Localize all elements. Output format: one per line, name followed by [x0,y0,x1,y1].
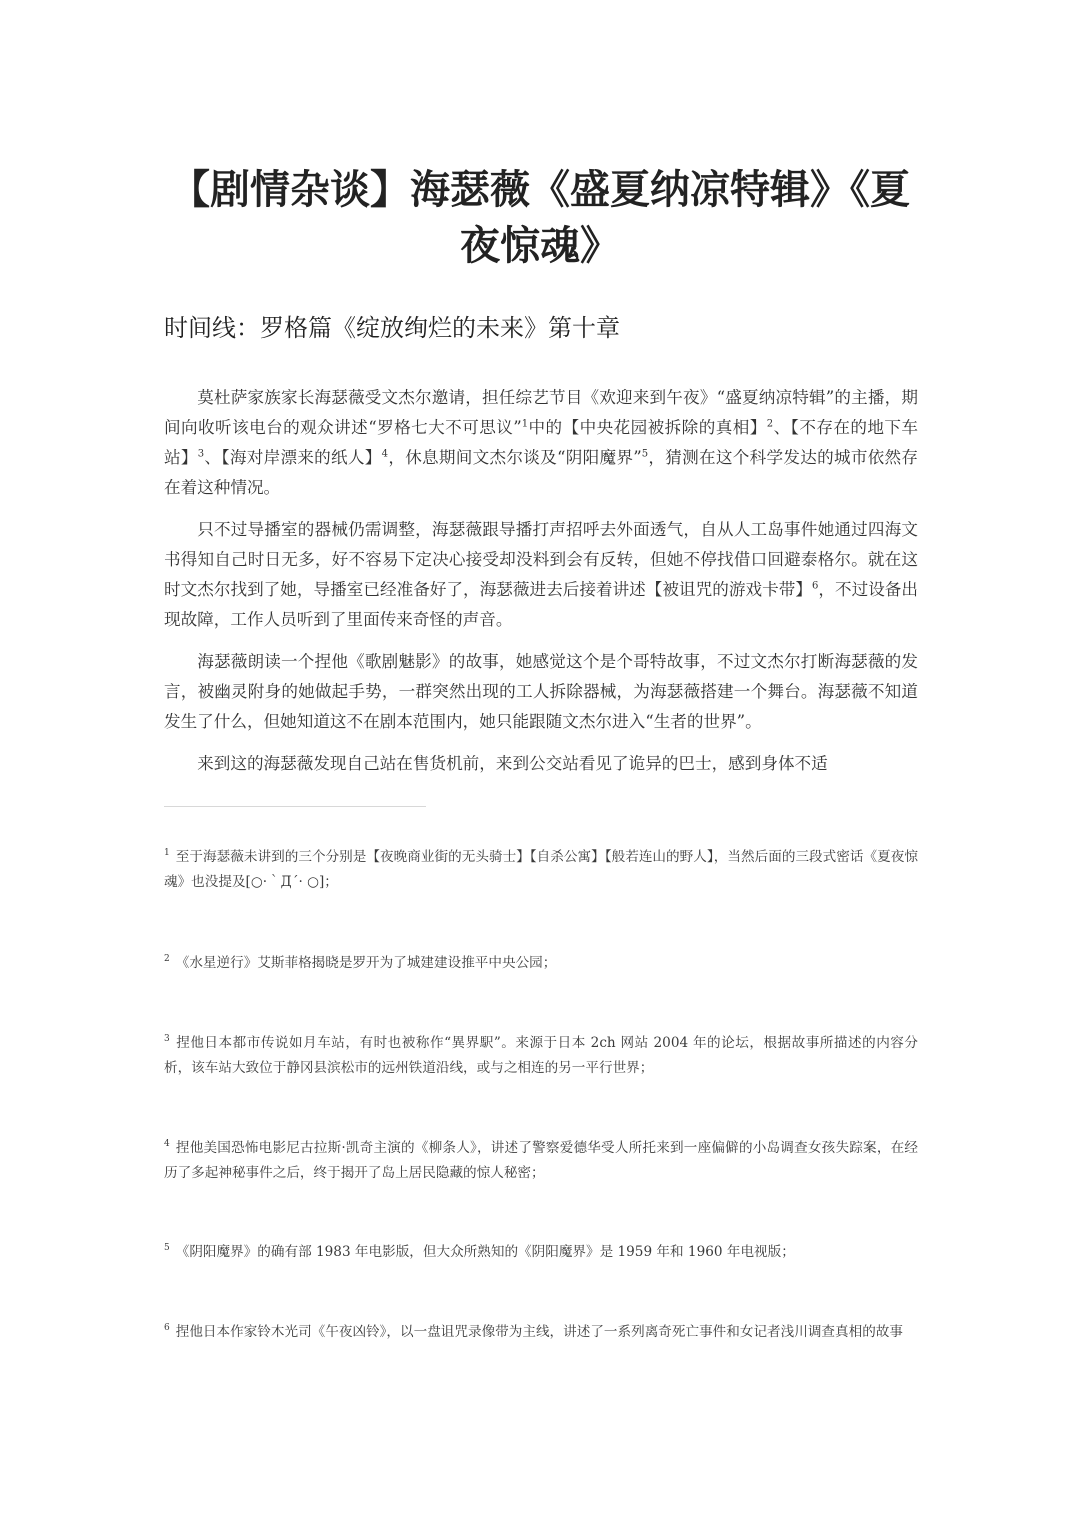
footnote-text: 捏他日本作家铃木光司《午夜凶铃》，以一盘诅咒录像带为主线，讲述了一系列离奇死亡事件和女记者浅川调查真相的故事 [175,1324,903,1340]
footnote-ref-3[interactable]: 3 [197,448,205,460]
paragraph-1-text-c: 、【不存在的地下车站】 [164,418,919,467]
footnote-4 [164,1136,918,1186]
footnote-ref-6[interactable]: 6 [811,580,819,592]
footnote-number: 6 [164,1323,170,1334]
paragraph-2-text-a: 只不过导播室的器械仍需调整，海瑟薇跟导播打声招呼去外面透气，自从人工岛事件她通过四海文书得知自己时日无多，好不容易下定决心接受却没料到会有反转，但她不停找借口回避泰格尔。就在这时文杰尔找到了她，导播室已经准备好了，海瑟薇进去后接着讲述【被诅咒的游戏卡带】 [164,520,918,599]
page-title-line-1: 【剧情杂谈】海瑟薇《盛夏纳凉特辑》《夏 [170,167,910,213]
section-heading: 时间线：罗格篇《绽放绚烂的未来》第十章 [164,314,620,342]
paragraph-1-text-e: ，休息期间文杰尔谈及“阴阳魔界” [388,448,642,467]
paragraph-2-text-b: ，不过设备出现故障，工作人员听到了里面传来奇怪的声音。 [164,580,919,629]
page-title-line-2: 夜惊魂》 [460,223,620,269]
footnote-ref-4[interactable]: 4 [381,448,389,460]
footnote-number: 1 [164,848,170,859]
footnote-number: 3 [164,1034,170,1045]
footnote-3 [164,1031,918,1081]
paragraph-3: 海瑟薇朗读一个捏他《歌剧魅影》的故事，她感觉这个是个哥特故事，不过文杰尔打断海瑟薇的发言，被幽灵附身的她做起手势，一群突然出现的工人拆除器械，为海瑟薇搭建一个舞台。海瑟薇不知道发生了什么，但她知道这不在剧本范围内，她只能跟随文杰尔进入“生者的世界”。 [164,652,918,731]
footnote-5 [164,1240,918,1265]
footnote-ref-1[interactable]: 1 [521,418,529,430]
footnote-text: 《阴阳魔界》的确有部 1983 年电影版，但大众所熟知的《阴阳魔界》是 1959 年和 1960 年电视版； [175,1244,795,1260]
footnote-number: 5 [164,1243,170,1254]
paragraph-1 [164,383,918,503]
footnote-number: 2 [164,954,170,965]
paragraph-1-text-b: 中的【中央花园被拆除的真相】 [528,418,767,437]
footnote-text: 捏他美国恐怖电影尼古拉斯·凯奇主演的《柳条人》，讲述了警察爱德华受人所托来到一座偏僻的小岛调查女孩失踪案，在经历了多起神秘事件之后，终于揭开了岛上居民隐藏的惊人秘密； [164,1140,918,1181]
footnote-ref-2[interactable]: 2 [766,418,774,430]
paragraph-1-text-d: 、【海对岸漂来的纸人】 [204,448,382,467]
footnote-divider [164,806,426,807]
footnote-text: 至于海瑟薇未讲到的三个分别是【夜晚商业街的无头骑士】【自杀公寓】【般若连山的野人】，当然后面的三段式密话《夏夜惊魂》也没提及[○·｀Д´· ○]； [164,849,918,890]
page-title [140,162,940,274]
footnote-number: 4 [164,1139,170,1150]
footnote-6 [164,1320,918,1345]
paragraph-1-text-a: 莫杜萨家族家长海瑟薇受文杰尔邀请，担任综艺节目《欢迎来到午夜》“盛夏纳凉特辑”的主播，期间向收听该电台的观众讲述“罗格七大不可思议” [164,388,918,437]
footnote-text: 捏他日本都市传说如月车站，有时也被称作“異界駅”。来源于日本 2ch 网站 2004 年的论坛，根据故事所描述的内容分析，该车站大致位于静冈县滨松市的远州铁道沿线，或与之相连的另一平行世界； [164,1035,918,1076]
footnote-1 [164,845,918,895]
footnote-2 [164,951,918,976]
paragraph-4: 来到这的海瑟薇发现自己站在售货机前，来到公交站看见了诡异的巴士，感到身体不适 [197,754,828,773]
footnote-text: 《水星逆行》艾斯菲格揭晓是罗开为了城建建设推平中央公园； [175,955,557,971]
footnote-ref-5[interactable]: 5 [641,448,649,460]
paragraph-1-text-f: ，猜测在这个科学发达的城市依然存在着这种情况。 [164,448,919,497]
body-text [164,383,918,791]
paragraph-2 [164,515,918,635]
